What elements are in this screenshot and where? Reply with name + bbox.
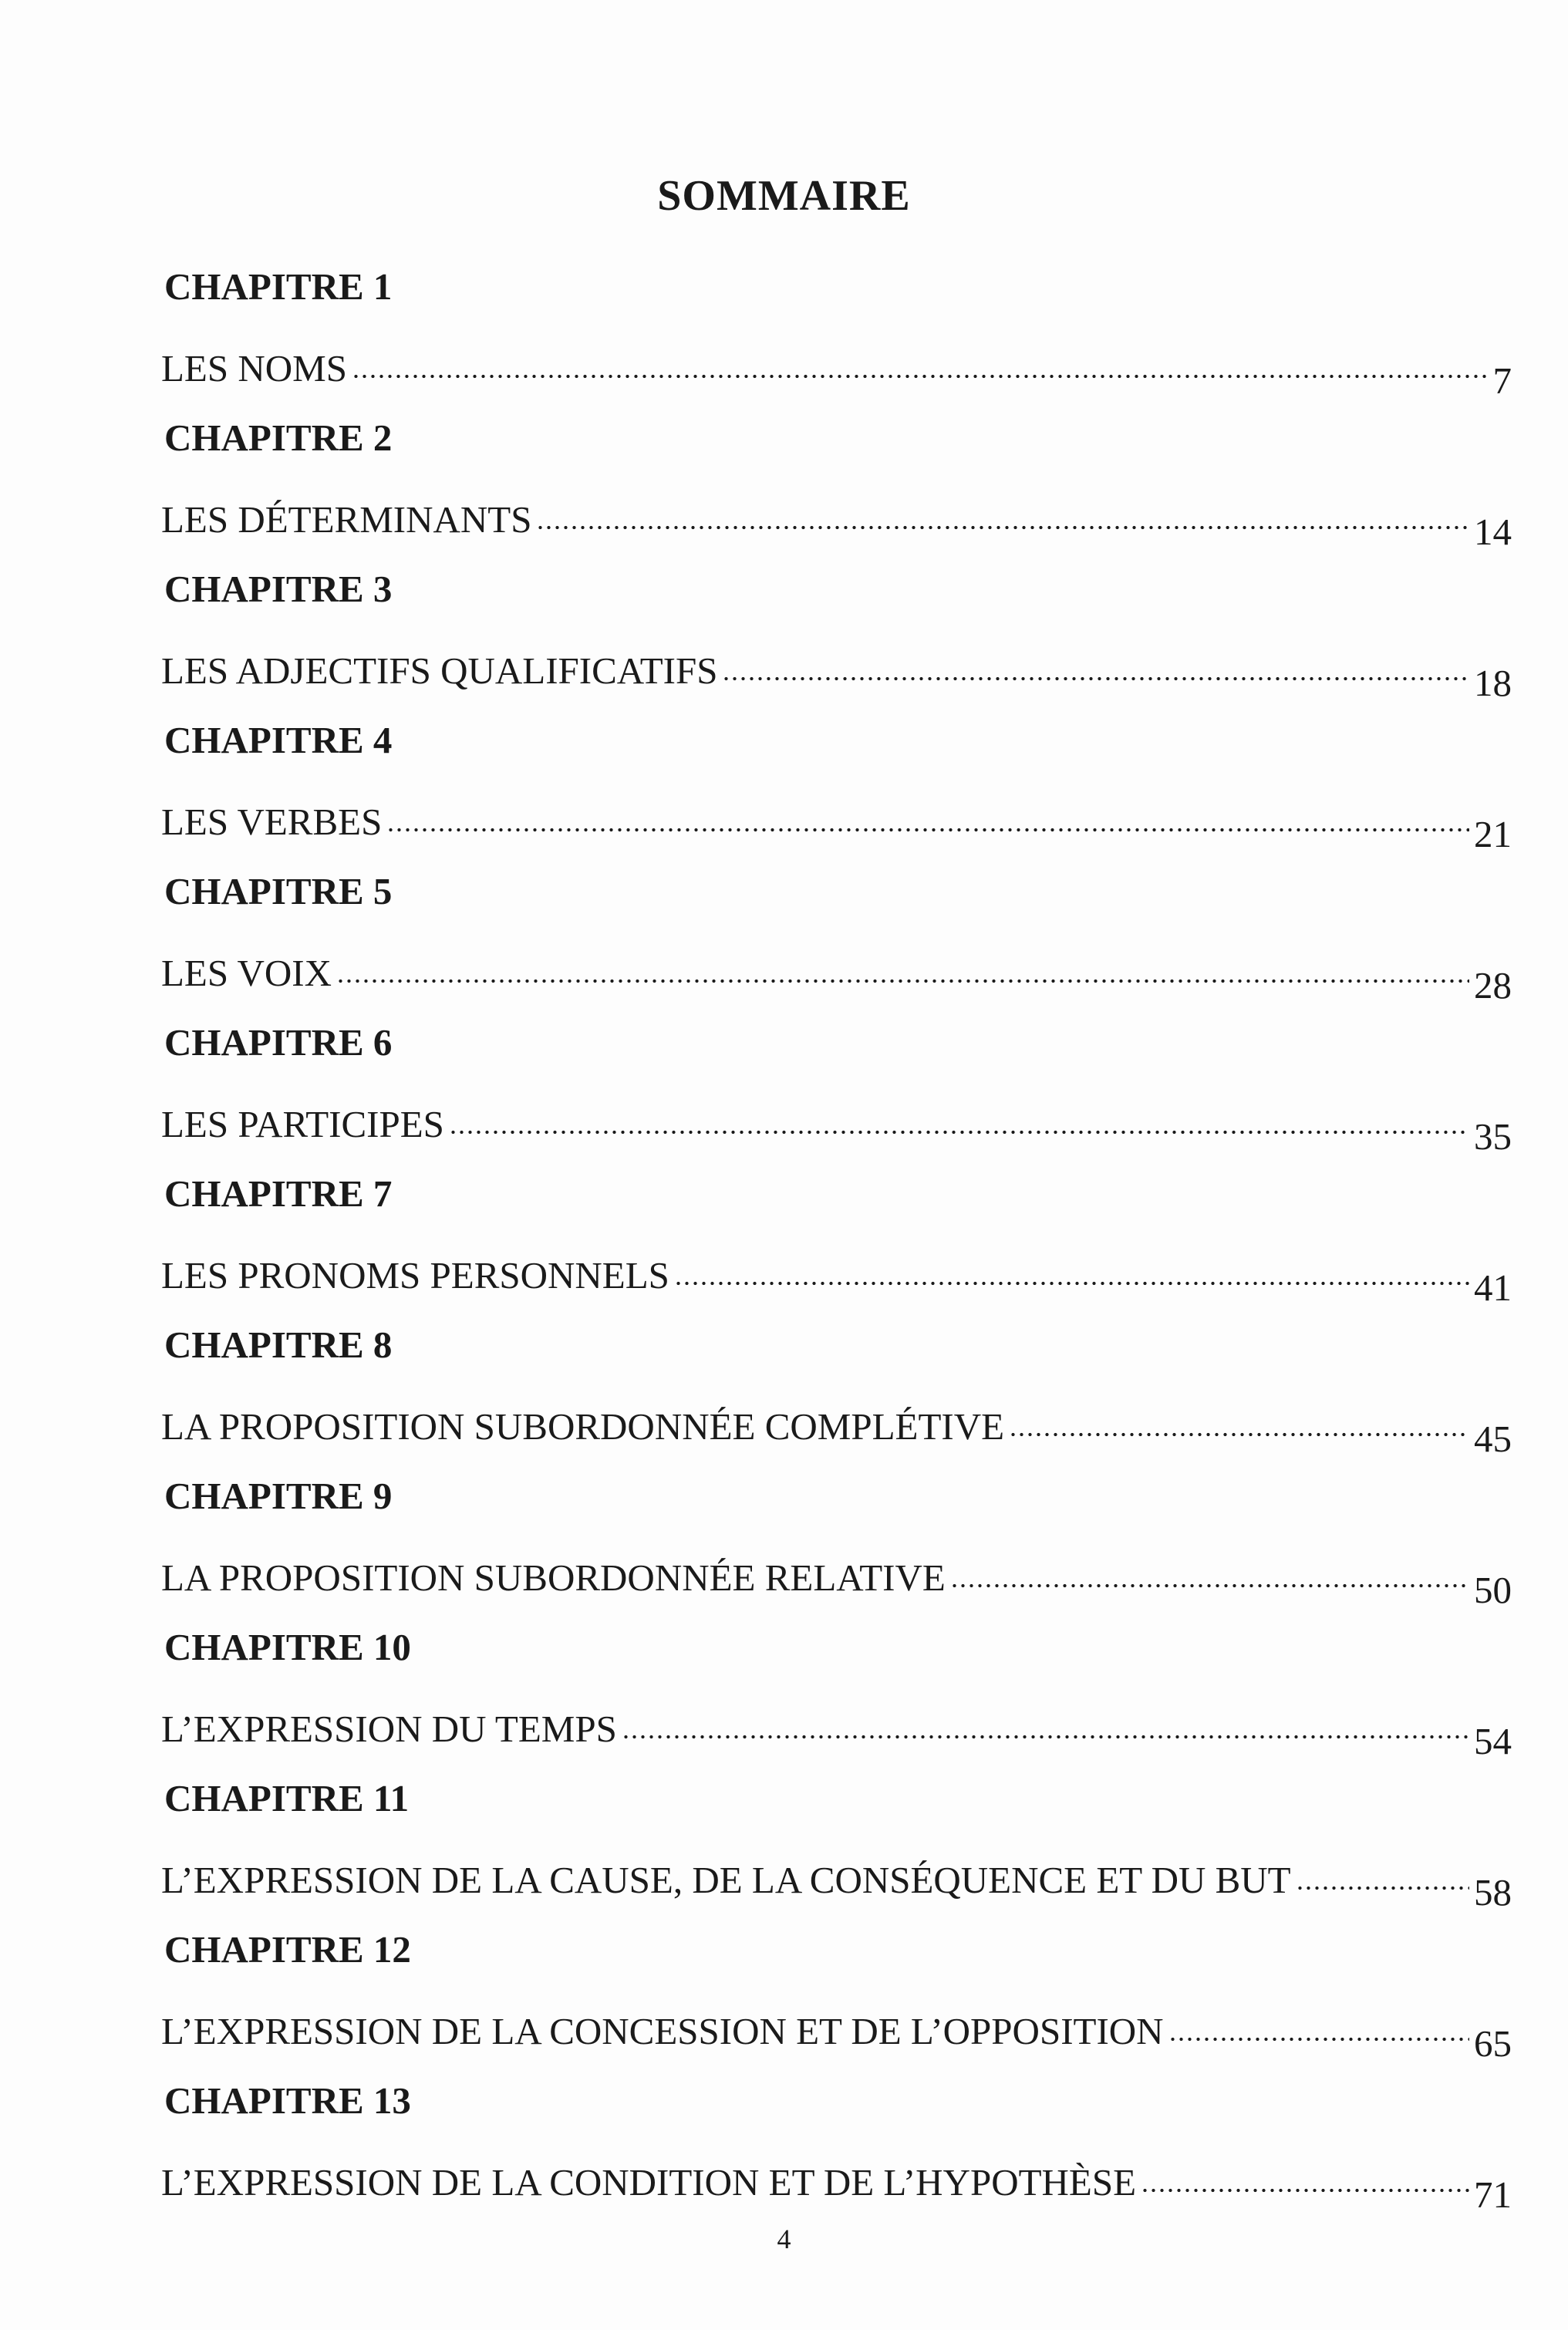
toc-entry — [161, 1547, 1512, 1611]
chapter-title: LES PRONOMS PERSONNELS — [161, 1254, 669, 1297]
dot-leader — [1141, 2186, 1469, 2195]
chapter-title: LES VOIX — [161, 952, 332, 994]
toc-entry — [161, 1245, 1512, 1309]
toc-chapter — [158, 255, 1512, 406]
dot-leader — [722, 674, 1469, 683]
chapter-title: LA PROPOSITION SUBORDONNÉE RELATIVE — [161, 1556, 946, 1599]
page-number: 14 — [1474, 511, 1512, 553]
page-number: 18 — [1474, 662, 1512, 704]
dot-leader — [622, 1732, 1469, 1742]
chapter-heading: CHAPITRE 2 — [164, 416, 393, 459]
toc-entry — [161, 1094, 1512, 1158]
dot-leader — [1009, 1430, 1469, 1439]
toc-chapter — [158, 1464, 1512, 1615]
chapter-title: LES PARTICIPES — [161, 1103, 444, 1145]
toc-chapter — [158, 1162, 1512, 1313]
page-number: 50 — [1474, 1569, 1512, 1611]
toc-entry — [161, 489, 1512, 553]
page-number: 45 — [1474, 1418, 1512, 1460]
page-number: 28 — [1474, 964, 1512, 1007]
page-number: 7 — [1492, 359, 1512, 402]
page-number: 58 — [1474, 1871, 1512, 1914]
chapter-heading: CHAPITRE 10 — [164, 1626, 411, 1668]
chapter-title: LES DÉTERMINANTS — [161, 498, 532, 541]
toc-chapter — [158, 1313, 1512, 1464]
chapter-heading: CHAPITRE 9 — [164, 1475, 393, 1517]
toc-chapter — [158, 859, 1512, 1010]
table-of-contents — [158, 255, 1512, 2220]
chapter-heading: CHAPITRE 11 — [164, 1777, 410, 1819]
dot-leader — [1296, 1883, 1469, 1893]
chapter-heading: CHAPITRE 8 — [164, 1323, 393, 1366]
toc-chapter — [158, 1766, 1512, 1917]
chapter-title: LA PROPOSITION SUBORDONNÉE COMPLÉTIVE — [161, 1405, 1005, 1448]
toc-entry — [161, 942, 1512, 1007]
dot-leader — [674, 1279, 1469, 1288]
toc-chapter — [158, 406, 1512, 557]
dot-leader — [386, 825, 1469, 835]
chapter-heading: CHAPITRE 13 — [164, 2079, 411, 2122]
chapter-title: LES NOMS — [161, 347, 347, 389]
chapter-heading: CHAPITRE 4 — [164, 719, 393, 761]
page-number: 41 — [1474, 1266, 1512, 1309]
toc-entry — [161, 640, 1512, 704]
toc-chapter — [158, 708, 1512, 859]
chapter-title: L’EXPRESSION DU TEMPS — [161, 1708, 617, 1750]
dot-leader — [1168, 2035, 1469, 2044]
chapter-title: L’EXPRESSION DE LA CONDITION ET DE L’HYPOTHÈSE — [161, 2161, 1137, 2204]
page-number: 71 — [1474, 2173, 1512, 2216]
dot-leader — [352, 372, 1489, 381]
toc-entry — [161, 338, 1512, 402]
toc-entry — [161, 1698, 1512, 1762]
toc-entry — [161, 1850, 1512, 1914]
page-title: SOMMAIRE — [657, 172, 911, 220]
chapter-heading: CHAPITRE 3 — [164, 568, 393, 610]
toc-chapter — [158, 2069, 1512, 2220]
page-folio: 4 — [777, 2224, 791, 2254]
chapter-heading: CHAPITRE 12 — [164, 1928, 411, 1971]
toc-entry — [161, 791, 1512, 855]
toc-entry — [161, 2001, 1512, 2065]
dot-leader — [950, 1581, 1469, 1590]
page-number: 65 — [1474, 2022, 1512, 2065]
toc-chapter — [158, 557, 1512, 708]
dot-leader — [536, 523, 1469, 532]
chapter-title: L’EXPRESSION DE LA CAUSE, DE LA CONSÉQUENCE ET DU BUT — [161, 1859, 1291, 1901]
dot-leader — [336, 976, 1469, 986]
chapter-title: LES ADJECTIFS QUALIFICATIFS — [161, 649, 718, 692]
toc-chapter — [158, 1917, 1512, 2069]
chapter-title: LES VERBES — [161, 801, 383, 843]
chapter-title: L’EXPRESSION DE LA CONCESSION ET DE L’OPPOSITION — [161, 2010, 1164, 2052]
chapter-heading: CHAPITRE 7 — [164, 1172, 393, 1215]
page-number: 35 — [1474, 1115, 1512, 1158]
toc-entry — [161, 1396, 1512, 1460]
toc-chapter — [158, 1010, 1512, 1162]
page-number: 21 — [1474, 813, 1512, 855]
chapter-heading: CHAPITRE 6 — [164, 1021, 393, 1064]
chapter-heading: CHAPITRE 1 — [164, 265, 393, 308]
toc-entry — [161, 2152, 1512, 2216]
page-number: 54 — [1474, 1720, 1512, 1762]
toc-chapter — [158, 1615, 1512, 1766]
dot-leader — [449, 1128, 1469, 1137]
chapter-heading: CHAPITRE 5 — [164, 870, 393, 912]
